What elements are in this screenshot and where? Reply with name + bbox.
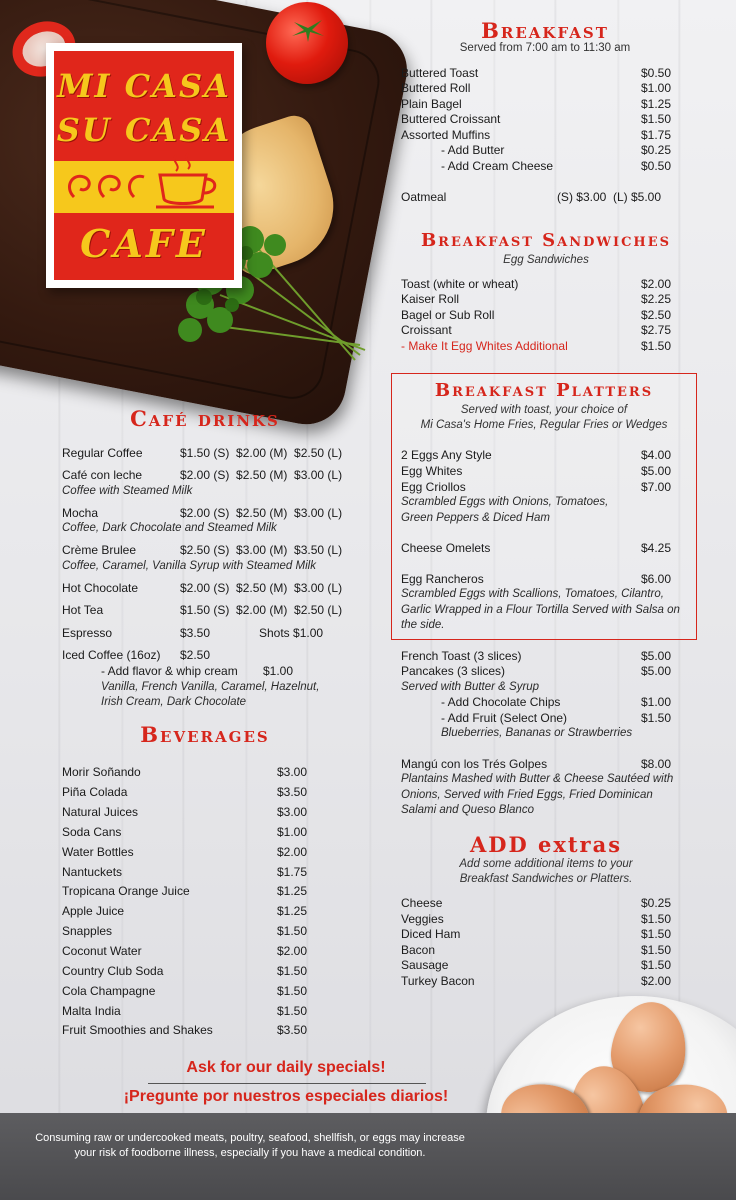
menu-item: Croissant $2.75 — [401, 323, 671, 337]
extras-subtitle-2: Breakfast Sandwiches or Platters. — [459, 873, 633, 885]
disclaimer-text — [20, 1131, 480, 1161]
logo-text-line-2: SU CASA — [56, 111, 232, 149]
menu-item: Egg Criollos $7.00 — [401, 480, 671, 494]
menu-addon: - Add Butter $0.25 — [441, 143, 671, 157]
menu-item: Kaiser Roll $2.25 — [401, 292, 671, 306]
disclaimer-line-1: Consuming raw or undercooked meats, poultry, seafood, shellfish, or eggs may increase — [35, 1132, 465, 1144]
cafe-drinks-heading: Café drinks — [130, 406, 280, 431]
menu-item: Plain Bagel $1.25 — [401, 97, 671, 111]
cafe-logo — [46, 43, 242, 288]
breakfast-heading: Breakfast — [481, 18, 609, 43]
drink-item: Hot Chocolate $2.00 (S) $2.50 (M) $3.00 (L) — [62, 581, 343, 595]
drink-item: Crème Brulee $2.50 (S) $3.00 (M) $3.50 (L) — [62, 543, 343, 557]
item-description: Served with Butter & Syrup — [401, 681, 540, 693]
beverage-item: Morir Soñando $3.00 — [62, 765, 307, 779]
menu-item: Diced Ham $1.50 — [401, 927, 671, 941]
item-description: Green Peppers & Diced Ham — [401, 512, 550, 524]
extras-subtitle-1: Add some additional items to your — [459, 858, 633, 870]
menu-item: Bagel or Sub Roll $2.50 — [401, 308, 671, 322]
menu-item: Egg Rancheros $6.00 — [401, 572, 671, 586]
menu-item: Buttered Croissant $1.50 — [401, 112, 671, 126]
item-description: Garlic Wrapped in a Flour Tortilla Served with Salsa on — [401, 604, 680, 616]
drink-item: Mocha $2.00 (S) $2.50 (M) $3.00 (L) — [62, 506, 343, 520]
item-description: Blueberries, Bananas or Strawberries — [441, 727, 633, 739]
specials-english: Ask for our daily specials! — [186, 1059, 386, 1076]
logo-text-line-3: CAFE — [80, 221, 208, 266]
drink-item: Hot Tea $1.50 (S) $2.00 (M) $2.50 (L) — [62, 603, 343, 617]
item-description: Plantains Mashed with Butter & Cheese Sautéed with — [401, 773, 674, 785]
menu-item: Buttered Toast $0.50 — [401, 66, 671, 80]
drink-item: Iced Coffee (16oz) $2.50 — [62, 648, 211, 662]
item-description: Onions, Served with Fried Eggs, Fried Dominican — [401, 789, 653, 801]
menu-item: Veggies $1.50 — [401, 912, 671, 926]
beverage-item: Coconut Water $2.00 — [62, 944, 307, 958]
menu-item: Bacon $1.50 — [401, 943, 671, 957]
menu-item: Pancakes (3 slices) $5.00 — [401, 664, 671, 678]
beverage-item: Nantuckets $1.75 — [62, 865, 307, 879]
coffee-cup-icon — [154, 151, 220, 213]
menu-item: Turkey Bacon $2.00 — [401, 974, 671, 988]
beverage-item: Natural Juices $3.00 — [62, 805, 307, 819]
platters-subtitle-2: Mi Casa's Home Fries, Regular Fries or Wedges — [420, 419, 668, 431]
menu-item: Assorted Muffins $1.75 — [401, 128, 671, 142]
platters-subtitle-1: Served with toast, your choice of — [460, 404, 628, 416]
item-description: Irish Cream, Dark Chocolate — [101, 696, 247, 708]
beverage-item: Country Club Soda $1.50 — [62, 964, 307, 978]
menu-item: 2 Eggs Any Style $4.00 — [401, 448, 671, 462]
beverage-item: Malta India $1.50 — [62, 1004, 307, 1018]
item-description: Scrambled Eggs with Onions, Tomatoes, — [401, 496, 609, 508]
menu-item: Toast (white or wheat) $2.00 — [401, 277, 671, 291]
extras-heading: ADD extras — [469, 832, 623, 857]
beverage-item: Tropicana Orange Juice $1.25 — [62, 884, 307, 898]
menu-item: Egg Whites $5.00 — [401, 464, 671, 478]
beverage-item: Cola Champagne $1.50 — [62, 984, 307, 998]
beverage-item: Soda Cans $1.00 — [62, 825, 307, 839]
menu-item: Buttered Roll $1.00 — [401, 81, 671, 95]
menu-item: Cheese Omelets $4.25 — [401, 541, 671, 555]
menu-addon: - Add Cream Cheese $0.50 — [441, 159, 671, 173]
menu-addon: - Add Fruit (Select One) $1.50 — [441, 711, 671, 725]
menu-item: French Toast (3 slices) $5.00 — [401, 649, 671, 663]
menu-addon: - Add Chocolate Chips $1.00 — [441, 695, 671, 709]
disclaimer-line-2: your risk of foodborne illness, especially if you have a medical condition. — [74, 1147, 426, 1159]
menu-item-oatmeal: Oatmeal (S) $3.00 (L) $5.00 — [401, 190, 661, 204]
specials-spanish: ¡Pregunte por nuestros especiales diarios! — [123, 1088, 449, 1105]
item-description: Vanilla, French Vanilla, Caramel, Hazelnut, — [101, 681, 320, 693]
espresso-shots: Shots $1.00 — [259, 626, 324, 640]
platters-heading: Breakfast Platters — [434, 380, 654, 401]
beverage-item: Snapples $1.50 — [62, 924, 307, 938]
beverage-item: Fruit Smoothies and Shakes $3.50 — [62, 1023, 307, 1037]
drink-addon: - Add flavor & whip cream $1.00 — [101, 664, 293, 678]
beverages-heading: Beverages — [140, 722, 270, 747]
specials-divider — [148, 1083, 426, 1084]
item-description: Scrambled Eggs with Scallions, Tomatoes, Cilantro, — [401, 588, 664, 600]
beverage-item: Water Bottles $2.00 — [62, 845, 307, 859]
item-description: the side. — [401, 619, 445, 631]
drink-item: Café con leche $2.00 (S) $2.50 (M) $3.00 (L) — [62, 468, 343, 482]
drink-item: Espresso $3.50 — [62, 626, 211, 640]
logo-swirl-icon — [64, 167, 148, 207]
logo-text-line-1: MI CASA — [57, 67, 231, 105]
menu-item: Sausage $1.50 — [401, 958, 671, 972]
sandwiches-heading: Breakfast Sandwiches — [420, 230, 672, 251]
drink-item: Regular Coffee $1.50 (S) $2.00 (M) $2.50 (L) — [62, 446, 343, 460]
item-description: Coffee with Steamed Milk — [62, 485, 193, 497]
item-description: Salami and Queso Blanco — [401, 804, 534, 816]
beverage-item: Apple Juice $1.25 — [62, 904, 307, 918]
breakfast-hours: Served from 7:00 am to 11:30 am — [459, 42, 631, 54]
beverage-item: Piña Colada $3.50 — [62, 785, 307, 799]
item-description: Coffee, Dark Chocolate and Steamed Milk — [62, 522, 277, 534]
item-description: Coffee, Caramel, Vanilla Syrup with Steamed Milk — [62, 560, 316, 572]
menu-addon: - Make It Egg Whites Additional $1.50 — [401, 339, 671, 353]
sandwiches-subtitle: Egg Sandwiches — [503, 254, 589, 266]
menu-item: Mangú con los Trés Golpes $8.00 — [401, 757, 671, 771]
tomato-stem-icon — [288, 14, 328, 44]
menu-item: Cheese $0.25 — [401, 896, 671, 910]
